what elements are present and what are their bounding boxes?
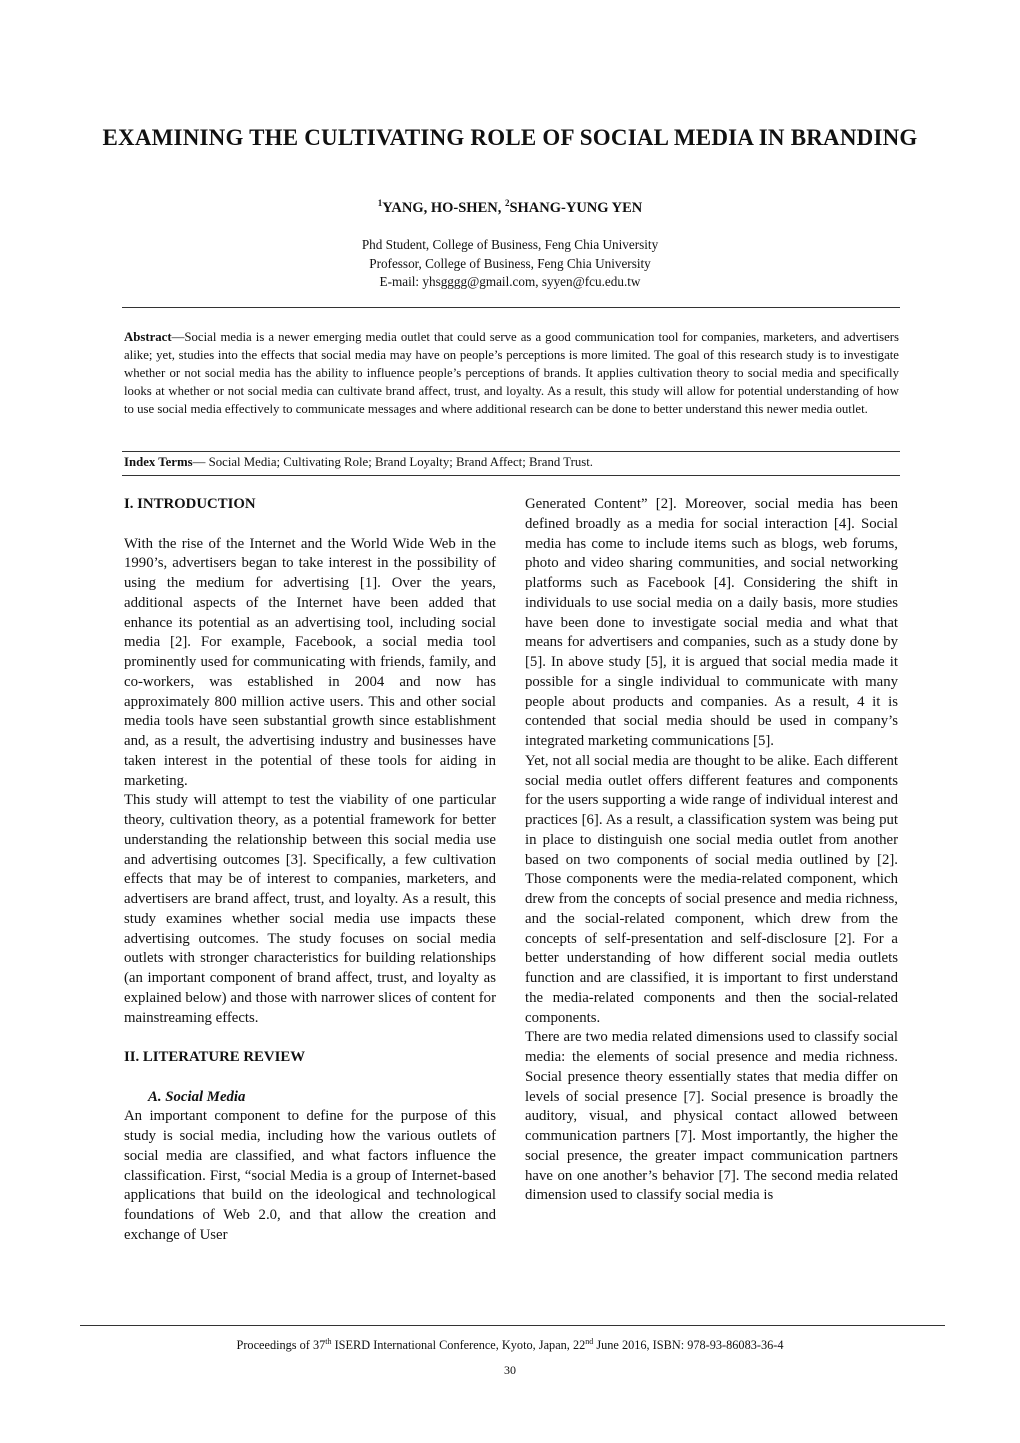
left-column (124, 495, 496, 1246)
footer-text: Proceedings of 37 (236, 1338, 326, 1353)
section-heading-introduction: I. INTRODUCTION (124, 496, 256, 512)
abstract (124, 328, 899, 418)
author2-superscript: 2 (504, 198, 510, 208)
index-divider (122, 475, 900, 476)
footer-text: ISERD International Conference, Kyoto, Japan, 22 (331, 1338, 586, 1353)
header-divider (122, 307, 900, 308)
abstract-text: —Social media is a newer emerging media outlet that could serve as a good communication tool for companies, marketers, and advertisers alike; yet, studies into the effects that social media may have on people’s perceptions is more limited. The goal of this research study is to investigate whether or not social media has the ability to influence people’s perceptions of brands. It applies cultivation theory to social media and specifically looks at whether or not social media can cultivate brand affect, trust, and loyalty. As a result, this study will allow for potential understanding of how to use social media effectively to communicate messages and where additional research can be done to better understand this newer media outlet. (124, 330, 899, 416)
affiliation-line: Professor, College of Business, Feng Chia University (369, 255, 651, 271)
author-line (100, 198, 920, 217)
footer-divider (80, 1325, 945, 1326)
subsection-heading-social-media: A. Social Media (148, 1088, 246, 1105)
footer-superscript: th (325, 1337, 332, 1346)
abstract-divider (122, 451, 900, 452)
affiliations (100, 236, 920, 292)
right-column (525, 495, 898, 1206)
index-terms (124, 455, 899, 470)
body-paragraph: Generated Content” [2]. Moreover, social media has been defined broadly as a media for social interaction [4]. Social media has come to include items such as blogs, web forums, photo and video sharing communities, and social networking platforms such as Facebook [4]. Considering the shift in individuals to use social media on a daily basis, more studies have been done to investigate social media and what that means for advertisers and companies, such as a study done by [5]. In above study [5], it is argued that social media made it possible for a single individual to communicate with many people about products and companies. As a result, 4 it is contended that social media should be used in company’s integrated marketing communications [5]. (525, 496, 898, 749)
affiliation-line: Phd Student, College of Business, Feng Chia University (361, 237, 659, 252)
page-number: 30 (504, 1363, 516, 1377)
index-terms-label: Index Terms (124, 455, 193, 469)
body-paragraph: There are two media related dimensions used to classify social media: the elements of social presence and media richness. Social presence theory essentially states that media differ on levels of social presence [7]. Social presence is broadly the auditory, visual, and physical contact allowed between communication partners [7]. Most importantly, the higher the social presence, the greater impact communication partners have on one another’s behavior [7]. The second media related dimension used to classify social media is (525, 1029, 898, 1204)
intro-paragraph: With the rise of the Internet and the World Wide Web in the 1990’s, advertisers began to take interest in the possibility of using the medium for advertising [1]. Over the years, additional aspects of the Internet have been added that enhance its potential as an advertising tool, including social media [2]. For example, Facebook, a social media tool prominently used for communicating with friends, family, and co-workers, was established in 2004 and now has approximately 800 million active users. This and other social media tools have seen substantial growth since establishment and, as a result, the advertising industry and businesses have taken interest in the potential of these tools for aiding in marketing. (124, 535, 496, 789)
footer-text: June 2016, ISBN: 978-93-86083-36-4 (593, 1338, 784, 1353)
paper-title: EXAMINING THE CULTIVATING ROLE OF SOCIAL MEDIA IN BRANDING (102, 125, 918, 150)
section-heading-literature-review: II. LITERATURE REVIEW (124, 1049, 306, 1065)
abstract-label: Abstract (124, 330, 172, 344)
footer-superscript: nd (585, 1337, 594, 1346)
proceedings-footer (80, 1337, 940, 1353)
author1-name: YANG, HO-SHEN, (382, 199, 505, 216)
author1-superscript: 1 (377, 198, 383, 208)
body-paragraph: Yet, not all social media are thought to be alike. Each different social media outlet offers different features and components for the users supporting a wide range of individual interest and practices [6]. As a result, a classification system was being put in place to distinguish one social media outlet from another based on two components of social media outlined by [2]. Those components were the media-related component, which drew from the concepts of social presence and media richness, and the social-related component, which drew from the concepts of self-presentation and self-disclosure [2]. For a better understanding of how different social media outlets function and are classified, it is important to first understand the media-related components and then the social-related components. (525, 752, 898, 1026)
email-line: E-mail: yhsgggg@gmail.com, syyen@fcu.edu.tw (379, 274, 641, 289)
literature-paragraph: An important component to define for the purpose of this study is social media, including how the various outlets of social media are classified, and what factors influence the classification. First, “social Media is a group of Internet-based applications that build on the ideological and technological foundations of Web 2.0, and that allow the creation and exchange of User (124, 1108, 496, 1243)
author2-name: SHANG-YUNG YEN (509, 199, 643, 216)
index-terms-text: — Social Media; Cultivating Role; Brand Loyalty; Brand Affect; Brand Trust. (192, 455, 593, 469)
intro-paragraph: This study will attempt to test the viability of one particular theory, cultivation theory, as a potential framework for better understanding the relationship between this social media use and advertising outcomes [3]. Specifically, a few cultivation effects that may be of interest to companies, marketers, and advertisers are brand affect, trust, and loyalty. As a result, this study examines whether social media use impacts these advertising outcomes. The study focuses on social media outlets with stronger characteristics for building relationships (an important component of brand affect, trust, and loyalty as explained below) and those with narrower slices of content for mainstreaming effects. (124, 792, 496, 1026)
